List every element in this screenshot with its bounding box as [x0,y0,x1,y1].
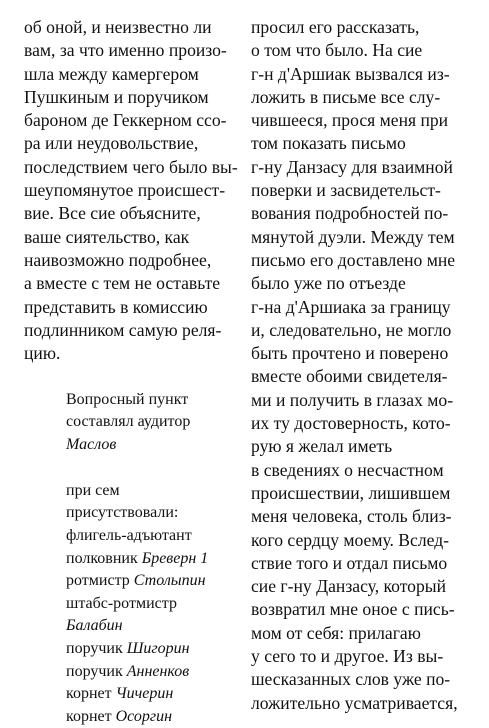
text-line: было уже по отъезде [251,273,406,294]
text-line: в сведениях о несчастном [251,459,444,480]
text-line: последствием чего было вы- [24,156,238,177]
text-line: письмо его доставлено мне [251,249,456,270]
text-line: г-ну Данзасу для взаимной [251,156,453,177]
text-line: цию. [24,343,61,364]
text-line: вам, за что именно произо- [24,40,227,61]
witness-entry [66,570,236,593]
text-line: вования подробностей по- [251,203,449,224]
witness-rank: ротмистр [66,572,130,590]
text-line: шеупомянутое происшест- [24,180,226,201]
spacer [24,457,236,480]
text-line: бароном де Геккерном ссо- [24,110,227,131]
text-line: у сего то и другое. Из вы- [251,646,444,667]
text-line: ра или неудовольствие, [24,133,199,154]
witness-rank: поручик [66,639,123,657]
witness-entry [66,638,236,661]
text-line: представить в комиссию [24,296,208,317]
text-line: о том что было. На сие [251,40,423,61]
text-line: шла между камергером [24,63,199,84]
text-line: Пушкиным и поручиком [24,86,209,107]
text-line: вместе обоими свидетеля- [251,366,448,387]
witness-rank: полковник [66,549,138,567]
text-line: сие г-ну Данзасу, который [251,576,447,597]
text-line: меня человека, столь близ- [251,506,452,527]
text-line: вие. Все сие объясните, [24,203,201,224]
text-line: их ту достоверность, кото- [251,413,451,434]
text-line: ми и получить в глазах мо- [251,389,454,410]
text-line: об оной, и неизвестно ли [24,17,212,37]
text-line: г-н д'Аршиак вызвался из- [251,63,450,84]
text-line: происшествии, лишившем [251,482,451,503]
text-line: г-на д'Аршиака за границу [251,296,451,317]
text-line: шесказанных слов уже по- [251,669,451,690]
witness-name: Шигорин [126,639,190,657]
text-line: поверки и засвидетельст- [251,180,441,201]
witness-entry [66,615,236,638]
witnesses-heading: присутствовали: [66,504,179,522]
witness-entry [66,683,236,706]
witness-name: Чичерин [115,685,174,703]
witness-name: Осоргин [115,707,173,725]
witness-entry [66,525,236,548]
text-line: мянутой дуэли. Между тем [251,226,455,247]
text-line: подлинником самую реля- [24,319,222,340]
witness-name: Бреверн 1 [141,549,209,567]
text-line: наивозможно подробнее, [24,249,212,270]
text-line: просил его рассказать, [251,17,420,37]
auditor-line: составлял аудитор [66,413,191,431]
text-line: ложить в письме все слу- [251,86,441,107]
witness-entry [66,661,236,684]
text-line: ствие того и отдал письмо [251,552,448,573]
witness-rank: поручик [66,662,123,680]
witness-entry [66,548,236,571]
witnesses-heading: при сем [66,481,120,499]
text-line: рую я желал иметь [251,436,393,457]
auditor-name: Маслов [66,435,117,453]
witness-name: Столыпин [133,572,206,590]
text-line: ложительно усматривается, [251,692,458,713]
auditor-line: Вопросный пункт [66,390,189,408]
text-line: кого сердцу моему. Вслед- [251,529,450,550]
text-line: а вместе с тем не оставьте [24,273,221,294]
witness-rank: флигель-адъютант [66,527,192,545]
auditor-signature-block [24,389,236,457]
text-line: возвратил мне оное с пись- [251,599,455,620]
witness-name: Анненков [126,662,190,680]
witnesses-block [24,480,236,728]
left-column [24,16,236,728]
text-line: и, следовательно, не могло [251,319,452,340]
left-paragraph [24,16,236,365]
witness-rank: корнет [66,685,112,703]
text-line: ваше сиятельство, как [24,226,190,247]
witness-rank: корнет [66,707,112,725]
spacer [24,365,236,388]
right-column [251,16,463,715]
witness-rank: штабс-ротмистр [66,594,177,612]
text-line: мом от себя: прилагаю [251,622,421,643]
witness-name: Балабин [66,617,123,635]
text-line: быть прочтено и поверено [251,343,449,364]
text-line: том показать письмо [251,133,406,154]
witness-entry [66,593,236,616]
witness-entry [66,706,236,728]
text-line: чившееся, прося меня при [251,110,449,131]
